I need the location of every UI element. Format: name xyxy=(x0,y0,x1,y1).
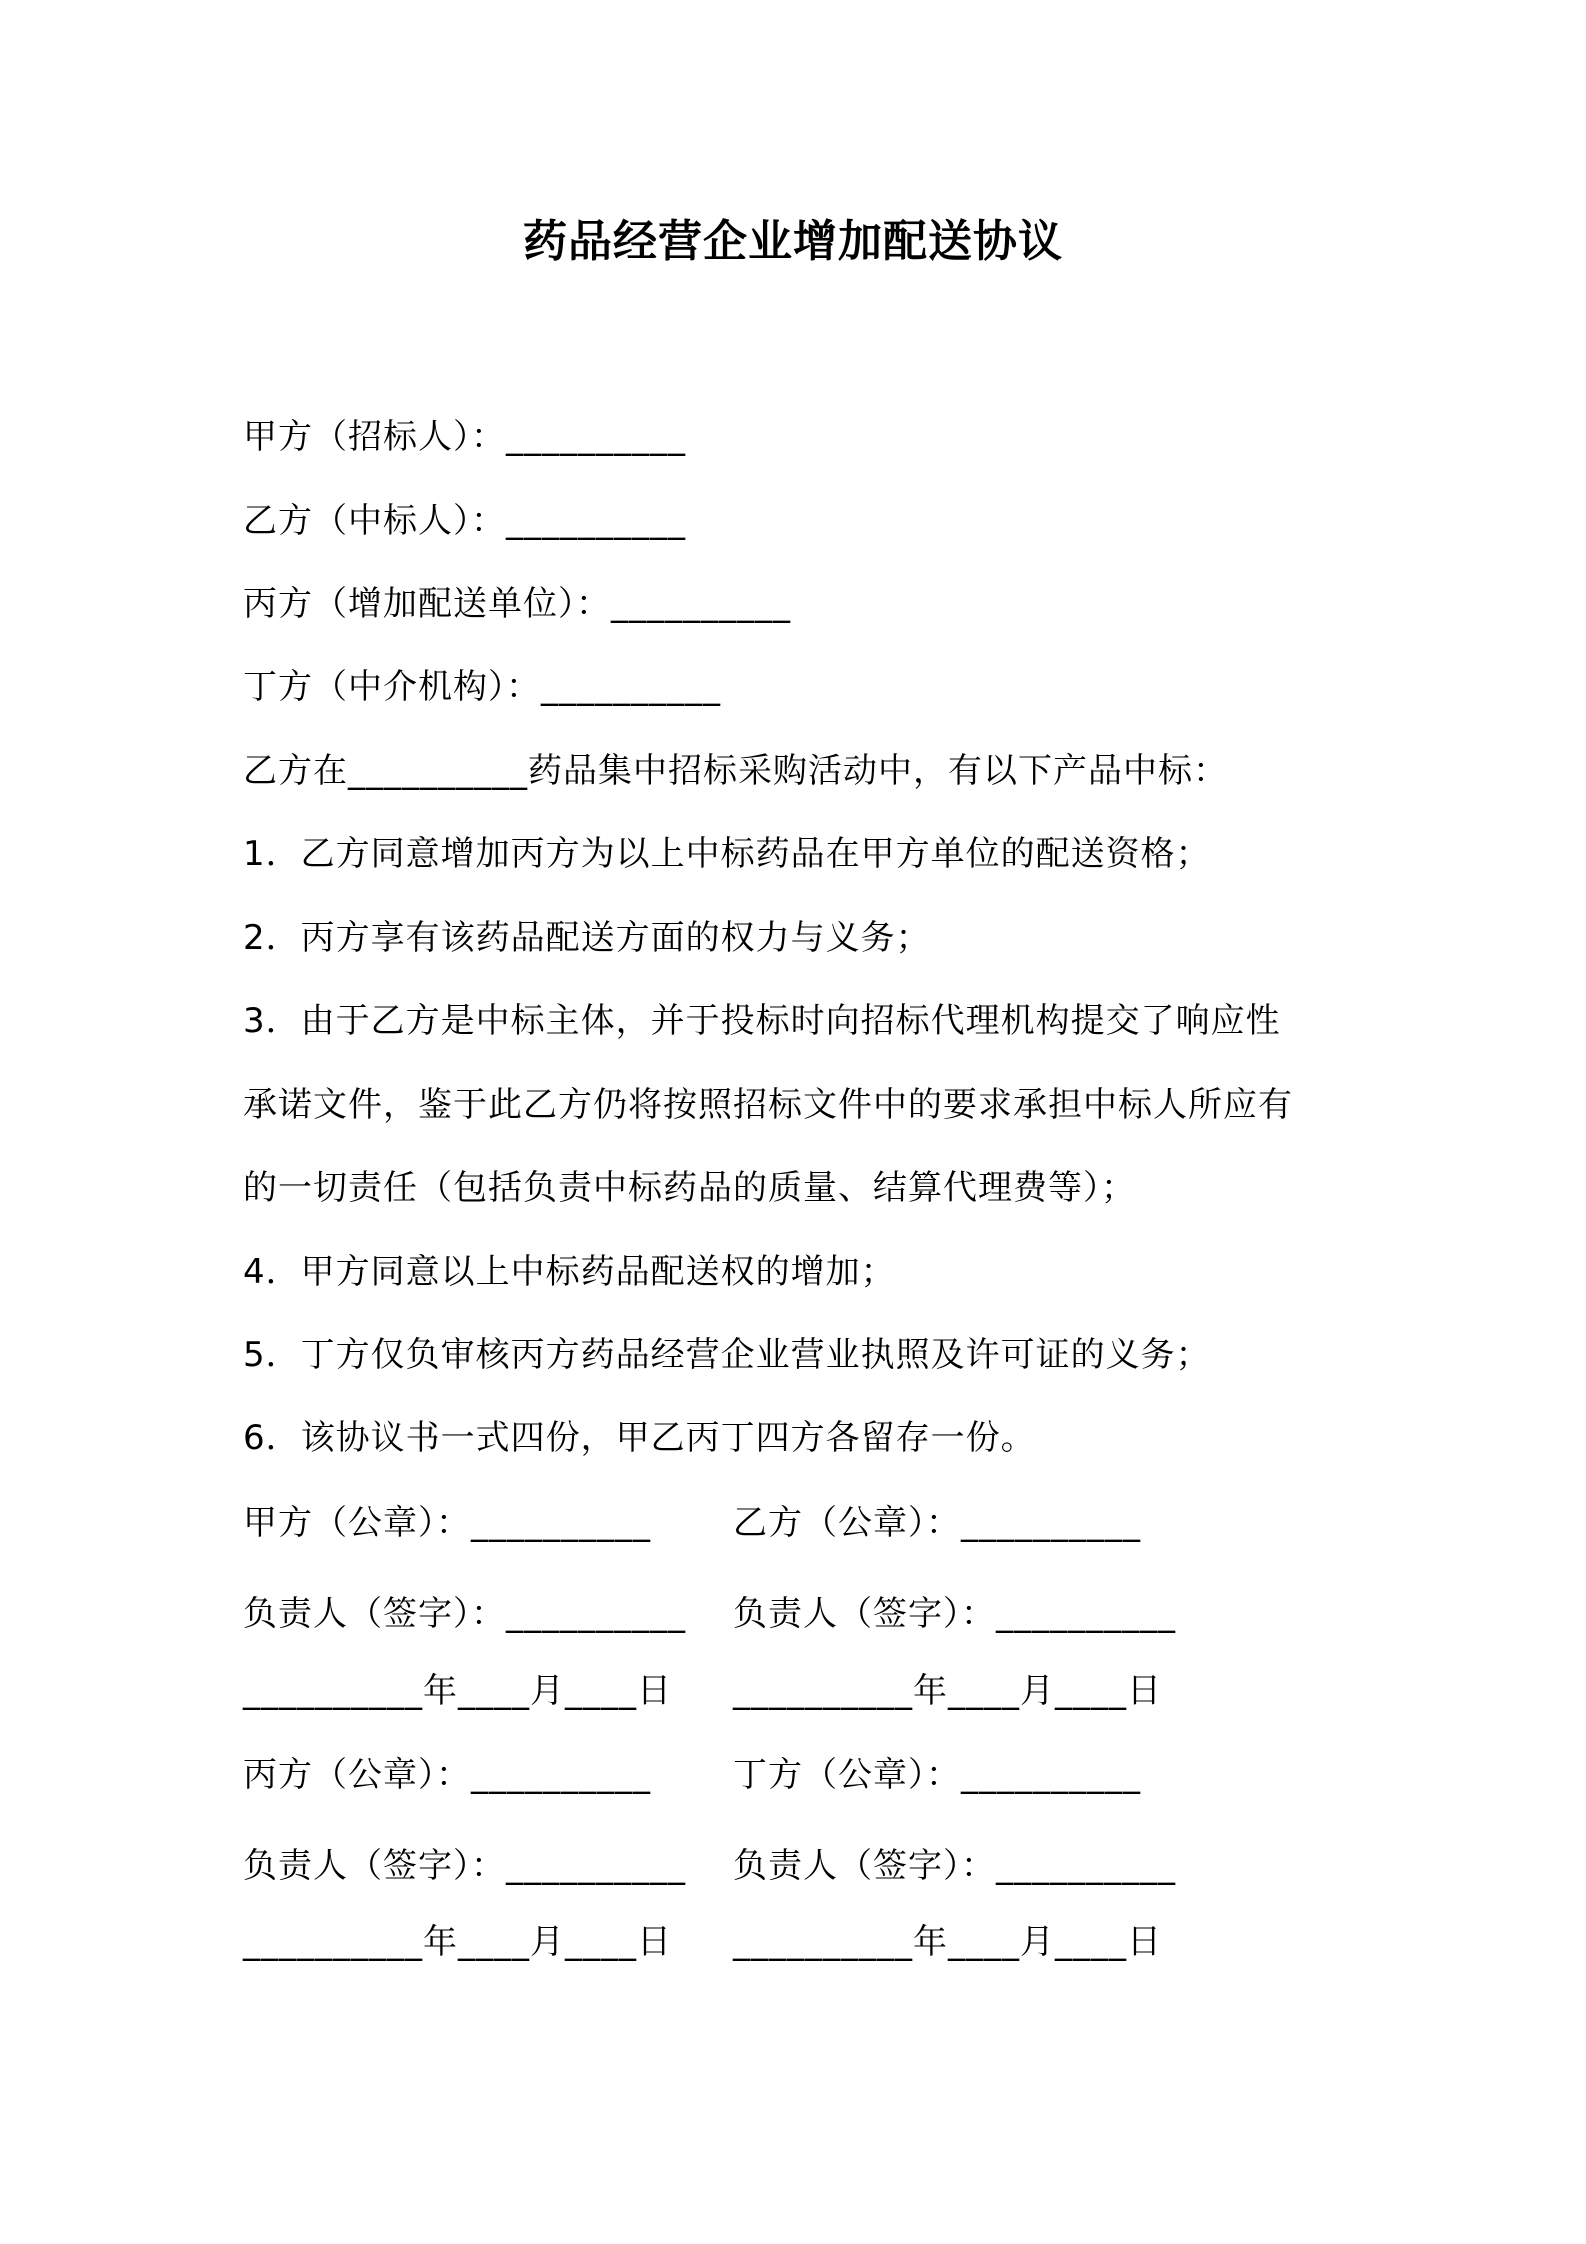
party-d-seal: 丁方（公章）：__________ xyxy=(733,1755,1141,1795)
clause-5: 5．丁方仅负审核丙方药品经营企业营业执照及许可证的义务； xyxy=(243,1335,1211,1375)
party-c-signer: 负责人（签字）：__________ xyxy=(243,1846,686,1886)
party-d-date: __________年____月____日 xyxy=(733,1922,1162,1962)
clause-4: 4．甲方同意以上中标药品配送权的增加； xyxy=(243,1252,896,1292)
party-b-signer: 负责人（签字）：__________ xyxy=(733,1594,1176,1634)
document-title: 药品经营企业增加配送协议 xyxy=(523,216,1063,267)
party-b-date: __________年____月____日 xyxy=(733,1671,1162,1711)
clause-2: 2．丙方享有该药品配送方面的权力与义务； xyxy=(243,918,931,958)
clause-3-line-3: 的一切责任（包括负责中标药品的质量、结算代理费等）； xyxy=(243,1168,1136,1208)
intro-line: 乙方在__________药品集中招标采购活动中，有以下产品中标： xyxy=(243,751,1228,791)
party-c-seal: 丙方（公章）：__________ xyxy=(243,1755,651,1795)
party-a-seal: 甲方（公章）：__________ xyxy=(243,1503,651,1543)
clause-3-line-2: 承诺文件，鉴于此乙方仍将按照招标文件中的要求承担中标人所应有 xyxy=(243,1085,1293,1125)
clause-6: 6．该协议书一式四份，甲乙丙丁四方各留存一份。 xyxy=(243,1418,1036,1458)
party-b-line: 乙方（中标人）：__________ xyxy=(243,501,686,541)
party-d-line: 丁方（中介机构）：__________ xyxy=(243,667,721,707)
party-a-date: __________年____月____日 xyxy=(243,1671,672,1711)
party-c-date: __________年____月____日 xyxy=(243,1922,672,1962)
clause-1: 1．乙方同意增加丙方为以上中标药品在甲方单位的配送资格； xyxy=(243,834,1211,874)
party-c-line: 丙方（增加配送单位）：__________ xyxy=(243,584,791,624)
party-d-signer: 负责人（签字）：__________ xyxy=(733,1846,1176,1886)
party-a-line: 甲方（招标人）：__________ xyxy=(243,417,686,457)
party-b-seal: 乙方（公章）：__________ xyxy=(733,1503,1141,1543)
clause-3-line-1: 3．由于乙方是中标主体，并于投标时向招标代理机构提交了响应性 xyxy=(243,1001,1281,1041)
party-a-signer: 负责人（签字）：__________ xyxy=(243,1594,686,1634)
